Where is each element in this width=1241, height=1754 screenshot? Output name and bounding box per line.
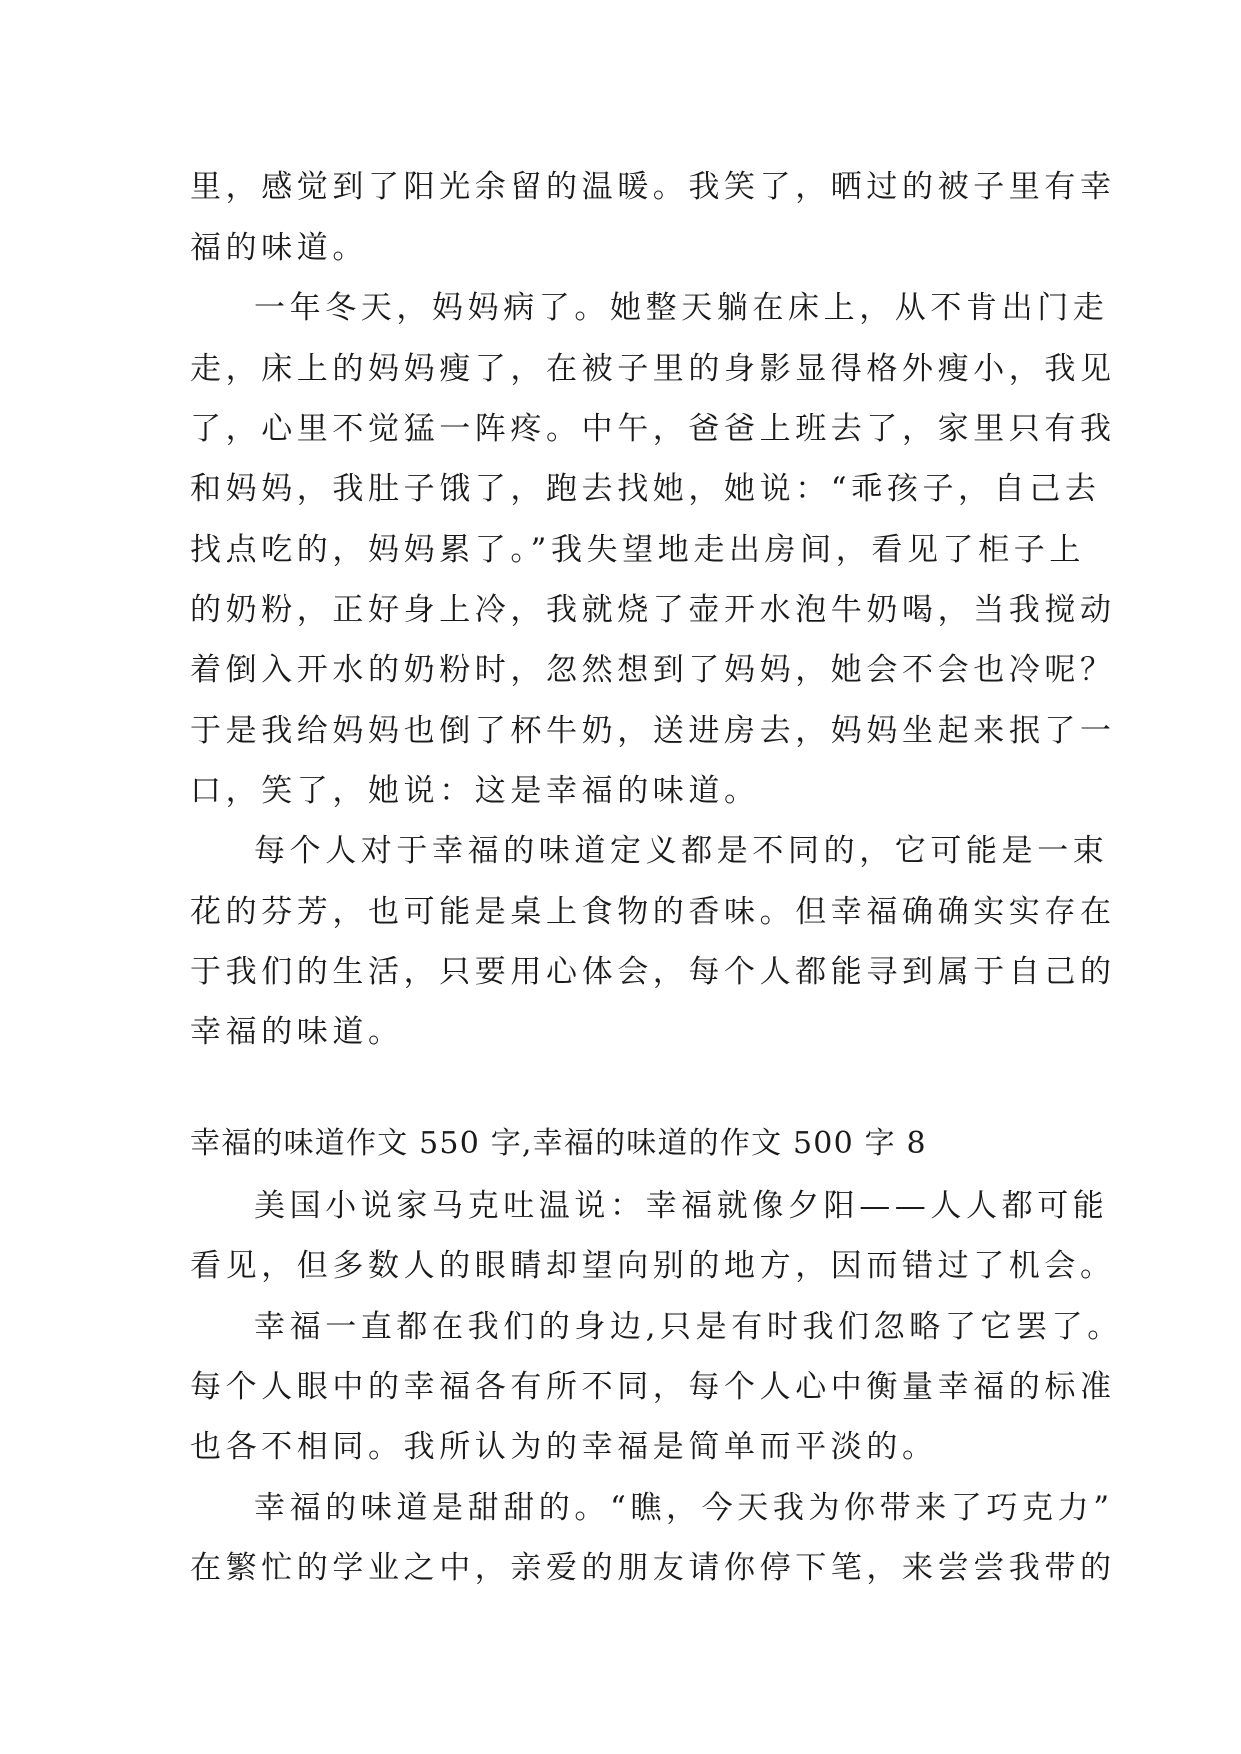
text-line: 着倒入开水的奶粉时，忽然想到了妈妈，她会不会也冷呢？ <box>190 652 1116 688</box>
text-line: 找点吃的，妈妈累了。”我失望地走出房间，看见了柜子上 <box>190 532 1085 568</box>
paragraph-first-line: 幸福的味道是甜甜的。“瞧，今天我为你带来了巧克力” <box>254 1490 1114 1526</box>
text-line: 也各不相同。我所认为的幸福是简单而平淡的。 <box>190 1429 938 1465</box>
section-heading: 幸福的味道作文 550 字,幸福的味道的作文 500 字 8 <box>190 1126 927 1161</box>
text-line: 走，床上的妈妈瘦了，在被子里的身影显得格外瘦小，我见 <box>190 351 1116 387</box>
text-line: 了，心里不觉猛一阵疼。中午，爸爸上班去了，家里只有我 <box>190 411 1116 447</box>
paragraph-first-line: 每个人对于幸福的味道定义都是不同的，它可能是一束 <box>254 833 1109 869</box>
text-line: 于是我给妈妈也倒了杯牛奶，送进房去，妈妈坐起来抿了一 <box>190 713 1116 749</box>
text-line: 的奶粉，正好身上冷，我就烧了壶开水泡牛奶喝，当我搅动 <box>190 592 1116 628</box>
text-line: 每个人眼中的幸福各有所不同，每个人心中衡量幸福的标准 <box>190 1369 1116 1405</box>
text-line: 口，笑了，她说：这是幸福的味道。 <box>190 773 760 809</box>
text-line: 看见，但多数人的眼睛却望向别的地方，因而错过了机会。 <box>190 1248 1116 1284</box>
text-line: 幸福的味道。 <box>190 1014 404 1050</box>
text-line: 里，感觉到了阳光余留的温暖。我笑了，晒过的被子里有幸 <box>190 169 1116 205</box>
text-line: 在繁忙的学业之中，亲爱的朋友请你停下笔，来尝尝我带的 <box>190 1550 1116 1586</box>
paragraph-first-line: 美国小说家马克吐温说：幸福就像夕阳——人人都可能 <box>254 1188 1109 1224</box>
text-line: 花的芬芳，也可能是桌上食物的香味。但幸福确确实实存在 <box>190 894 1116 930</box>
paragraph-first-line: 一年冬天，妈妈病了。她整天躺在床上，从不肯出门走 <box>254 290 1109 326</box>
text-line: 和妈妈，我肚子饿了，跑去找她，她说：“乖孩子，自己去 <box>190 471 1101 507</box>
text-line: 福的味道。 <box>190 230 368 266</box>
text-line: 于我们的生活，只要用心体会，每个人都能寻到属于自己的 <box>190 954 1116 990</box>
paragraph-first-line: 幸福一直都在我们的身边,只是有时我们忽略了它罢了。 <box>254 1309 1123 1345</box>
